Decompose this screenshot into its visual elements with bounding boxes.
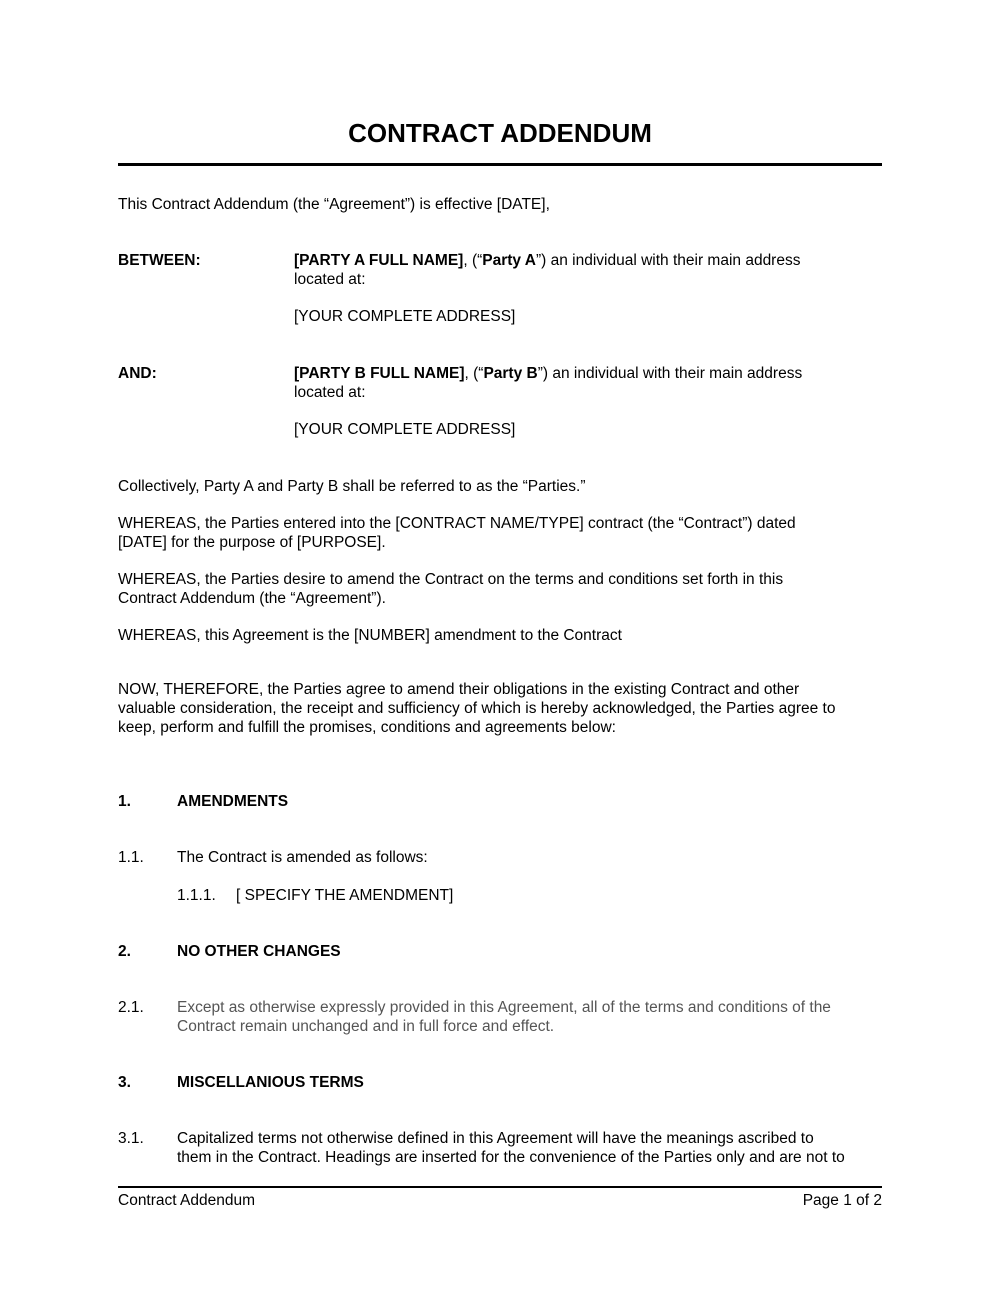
paragraph-line: keep, perform and fulfill the promises, conditions and agreements below: (118, 719, 616, 736)
party-name-line (294, 364, 882, 383)
party-label: BETWEEN: (118, 252, 201, 269)
clause-number: 3.1. (118, 1130, 144, 1147)
party-name: [PARTY A FULL NAME] (294, 252, 464, 269)
party-sep-2: ”) an individual with their main address (537, 365, 803, 382)
party-located-at: located at: (294, 271, 366, 288)
title-divider (118, 163, 882, 166)
intro-paragraph: This Contract Addendum (the “Agreement”) is effective [DATE], (118, 196, 550, 213)
section-number: 3. (118, 1074, 131, 1091)
whereas-line: WHEREAS, the Parties entered into the [CONTRACT NAME/TYPE] contract (the “Contract”) dated (118, 515, 796, 532)
party-alias: Party B (483, 365, 538, 382)
section-number: 1. (118, 793, 131, 810)
party-details (294, 251, 882, 326)
clause-number: 1.1. (118, 849, 144, 866)
paragraph-line: NOW, THEREFORE, the Parties agree to amend their obligations in the existing Contract and other (118, 681, 800, 698)
party-address: [YOUR COMPLETE ADDRESS] (294, 421, 516, 438)
whereas-paragraph-1 (118, 514, 882, 552)
footer-page-number: Page 1 of 2 (802, 1192, 882, 1209)
footer-document-name: Contract Addendum (118, 1192, 256, 1209)
whereas-paragraph-2 (118, 570, 882, 608)
footer-divider (118, 1186, 882, 1188)
section-title: MISCELLANIOUS TERMS (177, 1074, 364, 1091)
party-address: [YOUR COMPLETE ADDRESS] (294, 308, 516, 325)
party-details (294, 364, 882, 439)
section-title: NO OTHER CHANGES (177, 943, 341, 960)
party-name: [PARTY B FULL NAME] (294, 365, 465, 382)
clause-text (177, 1129, 882, 1167)
subclause-number: 1.1.1. (177, 887, 216, 904)
subclause-text: [ SPECIFY THE AMENDMENT] (236, 887, 454, 904)
collectively-paragraph: Collectively, Party A and Party B shall be referred to as the “Parties.” (118, 478, 586, 495)
clause-text (177, 998, 882, 1036)
whereas-line: WHEREAS, the Parties desire to amend the Contract on the terms and conditions set forth in this (118, 571, 784, 588)
document-page (118, 0, 882, 1290)
party-label: AND: (118, 365, 157, 382)
clause-text: The Contract is amended as follows: (177, 849, 428, 866)
paragraph-line: valuable consideration, the receipt and sufficiency of which is hereby acknowledged, the Parties agree to (118, 700, 836, 717)
document-title: CONTRACT ADDENDUM (348, 118, 652, 148)
clause-line: them in the Contract. Headings are inserted for the convenience of the Parties only and are not to (177, 1149, 845, 1166)
party-sep-2: ”) an individual with their main address (535, 252, 801, 269)
section-number: 2. (118, 943, 131, 960)
section-title: AMENDMENTS (177, 793, 289, 810)
clause-line: Except as otherwise expressly provided in this Agreement, all of the terms and conditions of the (177, 999, 831, 1016)
party-sep-1: , (“ (464, 365, 484, 382)
clause-line: Capitalized terms not otherwise defined in this Agreement will have the meanings ascribed to (177, 1130, 814, 1147)
whereas-line: WHEREAS, this Agreement is the [NUMBER] amendment to the Contract (118, 627, 622, 644)
party-sep-1: , (“ (463, 252, 483, 269)
now-therefore-paragraph (118, 680, 882, 737)
party-name-line (294, 251, 882, 270)
whereas-line: Contract Addendum (the “Agreement”). (118, 590, 386, 607)
party-located-at: located at: (294, 384, 366, 401)
party-alias: Party A (482, 252, 536, 269)
whereas-paragraph-3 (118, 626, 882, 645)
clause-line: Contract remain unchanged and in full force and effect. (177, 1018, 555, 1035)
clause-number: 2.1. (118, 999, 144, 1016)
whereas-line: [DATE] for the purpose of [PURPOSE]. (118, 534, 386, 551)
